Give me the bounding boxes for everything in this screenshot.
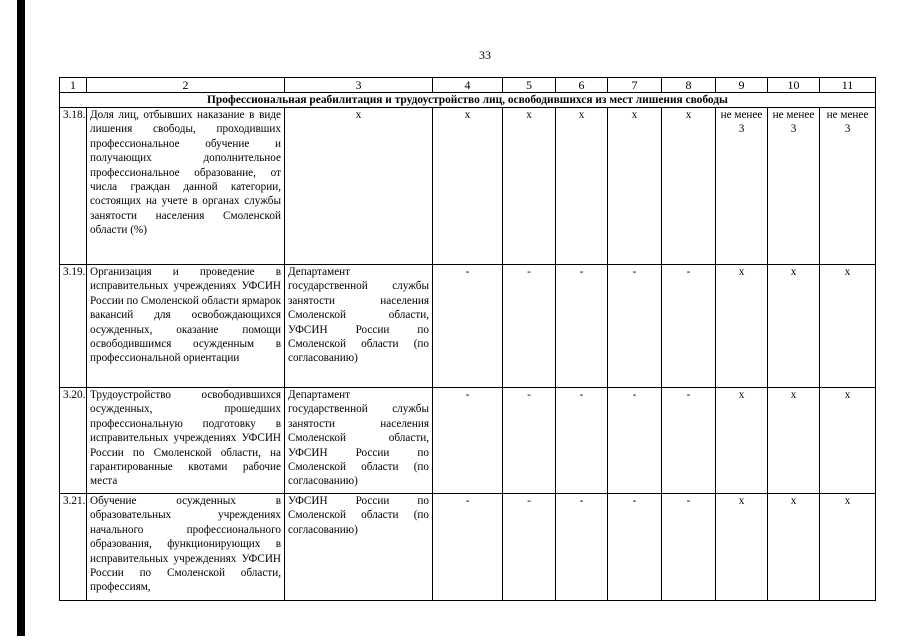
program-table <box>59 77 876 601</box>
row-value: - <box>433 494 503 601</box>
row-value: - <box>608 388 662 494</box>
row-number: 3.18. <box>60 108 87 265</box>
row-value: - <box>662 388 716 494</box>
table-row <box>60 494 876 601</box>
table-row <box>60 265 876 388</box>
row-value: х <box>716 494 768 601</box>
row-value: х <box>716 265 768 388</box>
col-header-10: 10 <box>768 78 820 93</box>
row-executor: х <box>285 108 433 265</box>
row-value: х <box>820 388 876 494</box>
row-value: - <box>556 494 608 601</box>
row-description: Организация и проведение в исправительных учреждениях УФСИН России по Смоленской области ярмарок вакансий для освобождающихся осужденных, оказание помощи освободившимся осужденным в профессиональной ориентации <box>87 265 285 388</box>
col-header-4: 4 <box>433 78 503 93</box>
row-number: 3.21. <box>60 494 87 601</box>
col-header-1: 1 <box>60 78 87 93</box>
row-value: - <box>503 265 556 388</box>
row-value: - <box>433 265 503 388</box>
row-value: х <box>716 388 768 494</box>
col-header-2: 2 <box>87 78 285 93</box>
row-executor: УФСИН России по Смоленской области (по согласованию) <box>285 494 433 601</box>
scan-edge-bar <box>17 0 25 636</box>
row-number: 3.20. <box>60 388 87 494</box>
row-value: - <box>503 494 556 601</box>
row-value: х <box>768 388 820 494</box>
col-header-6: 6 <box>556 78 608 93</box>
col-header-8: 8 <box>662 78 716 93</box>
row-value: - <box>556 265 608 388</box>
col-header-11: 11 <box>820 78 876 93</box>
row-value: х <box>768 265 820 388</box>
row-value: х <box>608 108 662 265</box>
row-description: Обучение осужденных в образовательных учреждениях начального профессионального образования, функционирующих в исправительных учреждениях УФСИН России по Смоленской области, профессиям, <box>87 494 285 601</box>
row-value: - <box>662 265 716 388</box>
row-executor: Департамент государственной службы занятости населения Смоленской области, УФСИН России по Смоленской области (по согласованию) <box>285 265 433 388</box>
row-value: х <box>433 108 503 265</box>
section-title-row <box>60 93 876 108</box>
section-title: Профессиональная реабилитация и трудоустройство лиц, освободившихся из мест лишения свободы <box>60 93 876 108</box>
row-value: х <box>662 108 716 265</box>
row-value: - <box>608 494 662 601</box>
row-description: Доля лиц, отбывших наказание в виде лишения свободы, проходивших профессиональное обучение и получающих дополнительное профессиональное образование, от числа граждан данной категории, состоящих на учете в органах службы занятости населения Смоленской области (%) <box>87 108 285 265</box>
row-value: - <box>503 388 556 494</box>
column-number-header-row <box>60 78 876 93</box>
row-value: х <box>820 265 876 388</box>
row-value: х <box>820 494 876 601</box>
row-value: х <box>768 494 820 601</box>
row-description: Трудоустройство освободившихся осужденных, прошедших профессиональную подготовку в исправительных учреждениях УФСИН России по Смоленской области, на гарантированные квотами рабочие места <box>87 388 285 494</box>
row-value: - <box>662 494 716 601</box>
row-executor: Департамент государственной службы занятости населения Смоленской области, УФСИН России по Смоленской области (по согласованию) <box>285 388 433 494</box>
col-header-7: 7 <box>608 78 662 93</box>
row-value: не менее 3 <box>820 108 876 265</box>
row-value: - <box>556 388 608 494</box>
row-value: х <box>503 108 556 265</box>
row-value: - <box>433 388 503 494</box>
col-header-3: 3 <box>285 78 433 93</box>
page-number: 33 <box>479 48 491 62</box>
col-header-5: 5 <box>503 78 556 93</box>
row-value: - <box>608 265 662 388</box>
row-value: не менее 3 <box>768 108 820 265</box>
col-header-9: 9 <box>716 78 768 93</box>
table-row <box>60 108 876 265</box>
row-value: х <box>556 108 608 265</box>
table-row <box>60 388 876 494</box>
row-value: не менее 3 <box>716 108 768 265</box>
row-number: 3.19. <box>60 265 87 388</box>
